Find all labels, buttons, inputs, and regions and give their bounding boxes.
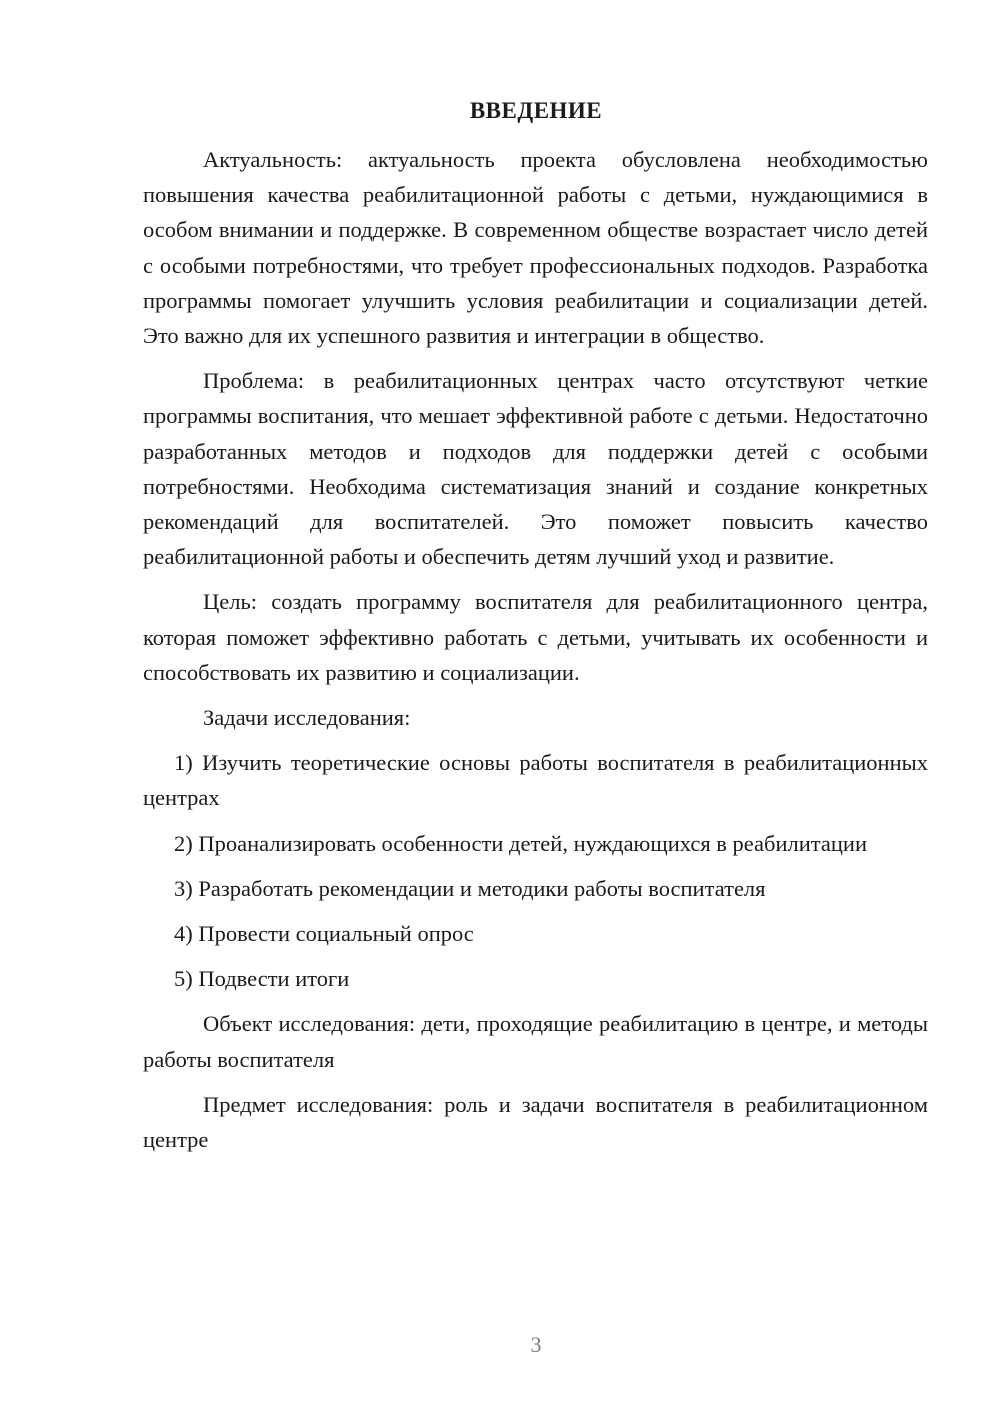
task-item-2: 2) Проанализировать особенности детей, нуждающихся в реабилитации — [174, 830, 868, 856]
paragraph-subject: Предмет исследования: роль и задачи воспитателя в реабилитационном центре — [143, 1091, 928, 1153]
document-body — [143, 142, 928, 1167]
page-number: 3 — [530, 1332, 542, 1357]
task-item-1: 1) Изучить теоретические основы работы воспитателя в реабилитационных центрах — [143, 750, 928, 811]
paragraph-problem: Проблема: в реабилитационных центрах часто отсутствуют четкие программы воспитания, что мешает эффективной работе с детьми. Недостаточно разработанных методов и подходов для поддержки детей с особыми потребностями. Необходима систематизация знаний и создание конкретных рекомендаций для воспитателей. Это поможет повысить качество реабилитационной работы и обеспечить детям лучший уход и развитие. — [143, 368, 928, 570]
task-item-4: 4) Провести социальный опрос — [174, 921, 474, 947]
page-title: ВВЕДЕНИЕ — [469, 98, 603, 123]
task-item-5: 5) Подвести итоги — [174, 966, 350, 992]
paragraph-goal: Цель: создать программу воспитателя для реабилитационного центра, которая поможет эффективно работать с детьми, учитывать их особенности и способствовать их развитию и социализации. — [143, 589, 928, 685]
paragraph-object: Объект исследования: дети, проходящие реабилитацию в центре, и методы работы воспитателя — [143, 1011, 928, 1072]
paragraph-relevance: Актуальность: актуальность проекта обусловлена необходимостью повышения качества реабилитационной работы с детьми, нуждающимися в особом внимании и поддержке. В современном обществе возрастает число детей с особыми потребностями, что требует профессиональных подходов. Разработка программы помогает улучшить условия реабилитации и социализации детей. Это важно для их успешного развития и интеграции в общество. — [143, 147, 928, 349]
tasks-heading: Задачи исследования: — [203, 705, 411, 731]
task-item-3: 3) Разработать рекомендации и методики работы воспитателя — [174, 875, 766, 901]
